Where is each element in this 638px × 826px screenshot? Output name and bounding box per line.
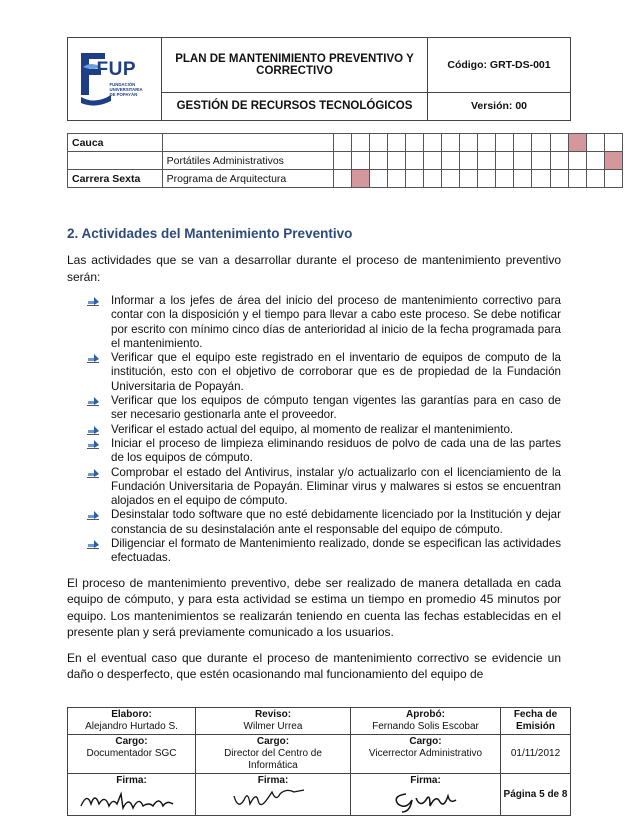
schedule-cell bbox=[442, 152, 460, 170]
schedule-grid bbox=[67, 133, 623, 188]
schedule-cell bbox=[333, 152, 351, 170]
list-item-text: Comprobar el estado del Antivirus, instalar y/o actualizarlo con el licenciamiento de la Fundación Universitaria de Popayán. Eliminar virus y malwares si estos se encuentran alojados en el equipo de cómputo. bbox=[111, 465, 561, 508]
list-item bbox=[87, 294, 561, 351]
reviso-cell: Reviso: Wilmer Urrea bbox=[196, 708, 351, 735]
doc-version: Versión: 00 bbox=[428, 92, 571, 120]
intro-paragraph: Las actividades que se van a desarrollar durante el proceso de mantenimiento preventivo serán: bbox=[67, 253, 561, 284]
arrow-bullet-icon bbox=[87, 397, 99, 406]
schedule-cell bbox=[478, 134, 496, 152]
schedule-site: Cauca bbox=[68, 134, 163, 152]
schedule-cell bbox=[478, 152, 496, 170]
signature-1 bbox=[77, 788, 187, 812]
paragraph-eventual: En el eventual caso que durante el proceso de mantenimiento correctivo se evidencie un daño o desperfecto, que estén ocasionando mal funcionamiento del equipo de bbox=[67, 650, 561, 682]
schedule-cell bbox=[351, 170, 369, 188]
schedule-cell bbox=[424, 134, 442, 152]
list-item bbox=[87, 508, 561, 537]
schedule-cell bbox=[460, 170, 478, 188]
signature-2 bbox=[228, 788, 318, 812]
schedule-cell bbox=[496, 134, 514, 152]
schedule-cell bbox=[478, 170, 496, 188]
cargo-cell-3: Cargo: Vicerrector Administrativo bbox=[351, 735, 501, 774]
schedule-cell bbox=[460, 134, 478, 152]
document-header bbox=[67, 37, 571, 121]
schedule-site bbox=[68, 152, 163, 170]
list-item bbox=[87, 394, 561, 423]
signature-3 bbox=[386, 788, 466, 814]
schedule-cell bbox=[351, 152, 369, 170]
elaboro-cell: Elaboro: Alejandro Hurtado S. bbox=[68, 708, 196, 735]
schedule-cell bbox=[568, 152, 586, 170]
logo-cell bbox=[68, 38, 162, 121]
schedule-cell bbox=[568, 134, 586, 152]
document-body bbox=[67, 226, 561, 692]
schedule-row bbox=[68, 134, 623, 152]
list-item bbox=[87, 437, 561, 466]
schedule-cell bbox=[586, 152, 604, 170]
schedule-cell bbox=[387, 134, 405, 152]
list-item-text: Informar a los jefes de área del inicio del proceso de mantenimiento correctivo para contar con la disposición y el tiempo para llevar a cabo este proceso. Se debe notificar por escrito con mínimo cinco días de anterioridad al inicio de la fecha programada para el mantenimiento. bbox=[111, 294, 561, 350]
schedule-cell bbox=[532, 170, 550, 188]
schedule-cell bbox=[604, 134, 622, 152]
cargo-cell-1: Cargo: Documentador SGC bbox=[68, 735, 196, 774]
schedule-cell bbox=[369, 170, 387, 188]
arrow-bullet-icon bbox=[87, 511, 99, 520]
schedule-row bbox=[68, 170, 623, 188]
schedule-item bbox=[162, 134, 333, 152]
schedule-cell bbox=[586, 170, 604, 188]
schedule-cell bbox=[496, 152, 514, 170]
approval-footer bbox=[67, 707, 571, 816]
list-item-text: Verificar que el equipo este registrado en el inventario de equipos de computo de la institución, esto con el objetivo de corroborar que es de propiedad de la Fundación Universitaria de Popayán. bbox=[111, 351, 561, 393]
schedule-cell bbox=[514, 152, 532, 170]
logo-subtext: FUNDACIÓN UNIVERSITARIA DE POPAYÁN bbox=[109, 82, 143, 97]
schedule-cell bbox=[460, 152, 478, 170]
schedule-cell bbox=[369, 152, 387, 170]
schedule-cell bbox=[586, 134, 604, 152]
list-item-text: Iniciar el proceso de limpieza eliminando residuos de polvo de cada una de las partes de los equipos de cómputo. bbox=[111, 436, 561, 465]
list-item-text: Verificar que los equipos de cómputo tengan vigentes las garantías para en caso de ser necesario gestionarla ante el proveedor. bbox=[111, 394, 561, 422]
aprobo-cell: Aprobó: Fernando Solis Escobar bbox=[351, 708, 501, 735]
list-item bbox=[87, 537, 561, 566]
schedule-cell bbox=[406, 152, 424, 170]
firma-cell-1: Firma: bbox=[68, 774, 196, 816]
paragraph-process: El proceso de mantenimiento preventivo, debe ser realizado de manera detallada en cada equipo de cómputo, y para esta actividad se estima un tiempo en promedio 45 minutos por equipo. Los mantenimientos se realizarán teniendo en cuenta las fechas establecidas en el presente plan y será previamente comunicado a los usuarios. bbox=[67, 575, 561, 640]
schedule-cell bbox=[514, 134, 532, 152]
schedule-cell bbox=[333, 170, 351, 188]
schedule-cell bbox=[604, 170, 622, 188]
schedule-site: Carrera Sexta bbox=[68, 170, 163, 188]
schedule-cell bbox=[406, 170, 424, 188]
schedule-cell bbox=[387, 152, 405, 170]
list-item-text: Diligenciar el formato de Mantenimiento realizado, donde se especifican las actividades efectuadas. bbox=[111, 537, 561, 565]
list-item bbox=[87, 351, 561, 394]
fecha-value: 01/11/2012 bbox=[501, 735, 571, 774]
schedule-cell bbox=[442, 134, 460, 152]
list-item bbox=[87, 423, 561, 437]
doc-title: PLAN DE MANTENIMIENTO PREVENTIVO Y CORRECTIVO bbox=[162, 38, 428, 93]
schedule-cell bbox=[532, 134, 550, 152]
schedule-cell bbox=[406, 134, 424, 152]
schedule-cell bbox=[604, 152, 622, 170]
schedule-item: Programa de Arquitectura bbox=[162, 170, 333, 188]
schedule-cell bbox=[351, 134, 369, 152]
schedule-cell bbox=[369, 134, 387, 152]
arrow-bullet-icon bbox=[87, 440, 99, 449]
list-item bbox=[87, 466, 561, 509]
list-item-text: Desinstalar todo software que no esté debidamente licenciado por la Institución y dejar constancia de su desinstalación ante el responsable del equipo de cómputo. bbox=[111, 508, 561, 536]
arrow-bullet-icon bbox=[87, 540, 99, 549]
firma-cell-2: Firma: bbox=[196, 774, 351, 816]
arrow-bullet-icon bbox=[87, 297, 99, 306]
list-item-text: Verificar el estado actual del equipo, al momento de realizar el mantenimiento. bbox=[111, 422, 514, 436]
logo-text: FUP bbox=[96, 59, 136, 80]
schedule-item: Portátiles Administrativos bbox=[162, 152, 333, 170]
firma-cell-3: Firma: bbox=[351, 774, 501, 816]
schedule-cell bbox=[442, 170, 460, 188]
schedule-cell bbox=[333, 134, 351, 152]
doc-subtitle: GESTIÓN DE RECURSOS TECNOLÓGICOS bbox=[162, 92, 428, 120]
schedule-cell bbox=[550, 152, 568, 170]
fecha-label: Fecha de Emisión bbox=[501, 708, 571, 735]
schedule-cell bbox=[550, 170, 568, 188]
activities-list bbox=[67, 294, 561, 566]
schedule-cell bbox=[514, 170, 532, 188]
arrow-bullet-icon bbox=[87, 469, 99, 478]
section-title: 2. Actividades del Mantenimiento Preventivo bbox=[67, 226, 353, 241]
arrow-bullet-icon bbox=[87, 354, 99, 363]
doc-code: Código: GRT-DS-001 bbox=[428, 38, 571, 93]
schedule-cell bbox=[424, 170, 442, 188]
cargo-cell-2: Cargo: Director del Centro de Informática bbox=[196, 735, 351, 774]
schedule-cell bbox=[568, 170, 586, 188]
schedule-cell bbox=[424, 152, 442, 170]
schedule-cell bbox=[532, 152, 550, 170]
schedule-cell bbox=[550, 134, 568, 152]
arrow-bullet-icon bbox=[87, 426, 99, 435]
schedule-cell bbox=[387, 170, 405, 188]
schedule-row bbox=[68, 152, 623, 170]
page-number: Página 5 de 8 bbox=[501, 774, 571, 816]
schedule-cell bbox=[496, 170, 514, 188]
fup-logo bbox=[75, 47, 155, 111]
